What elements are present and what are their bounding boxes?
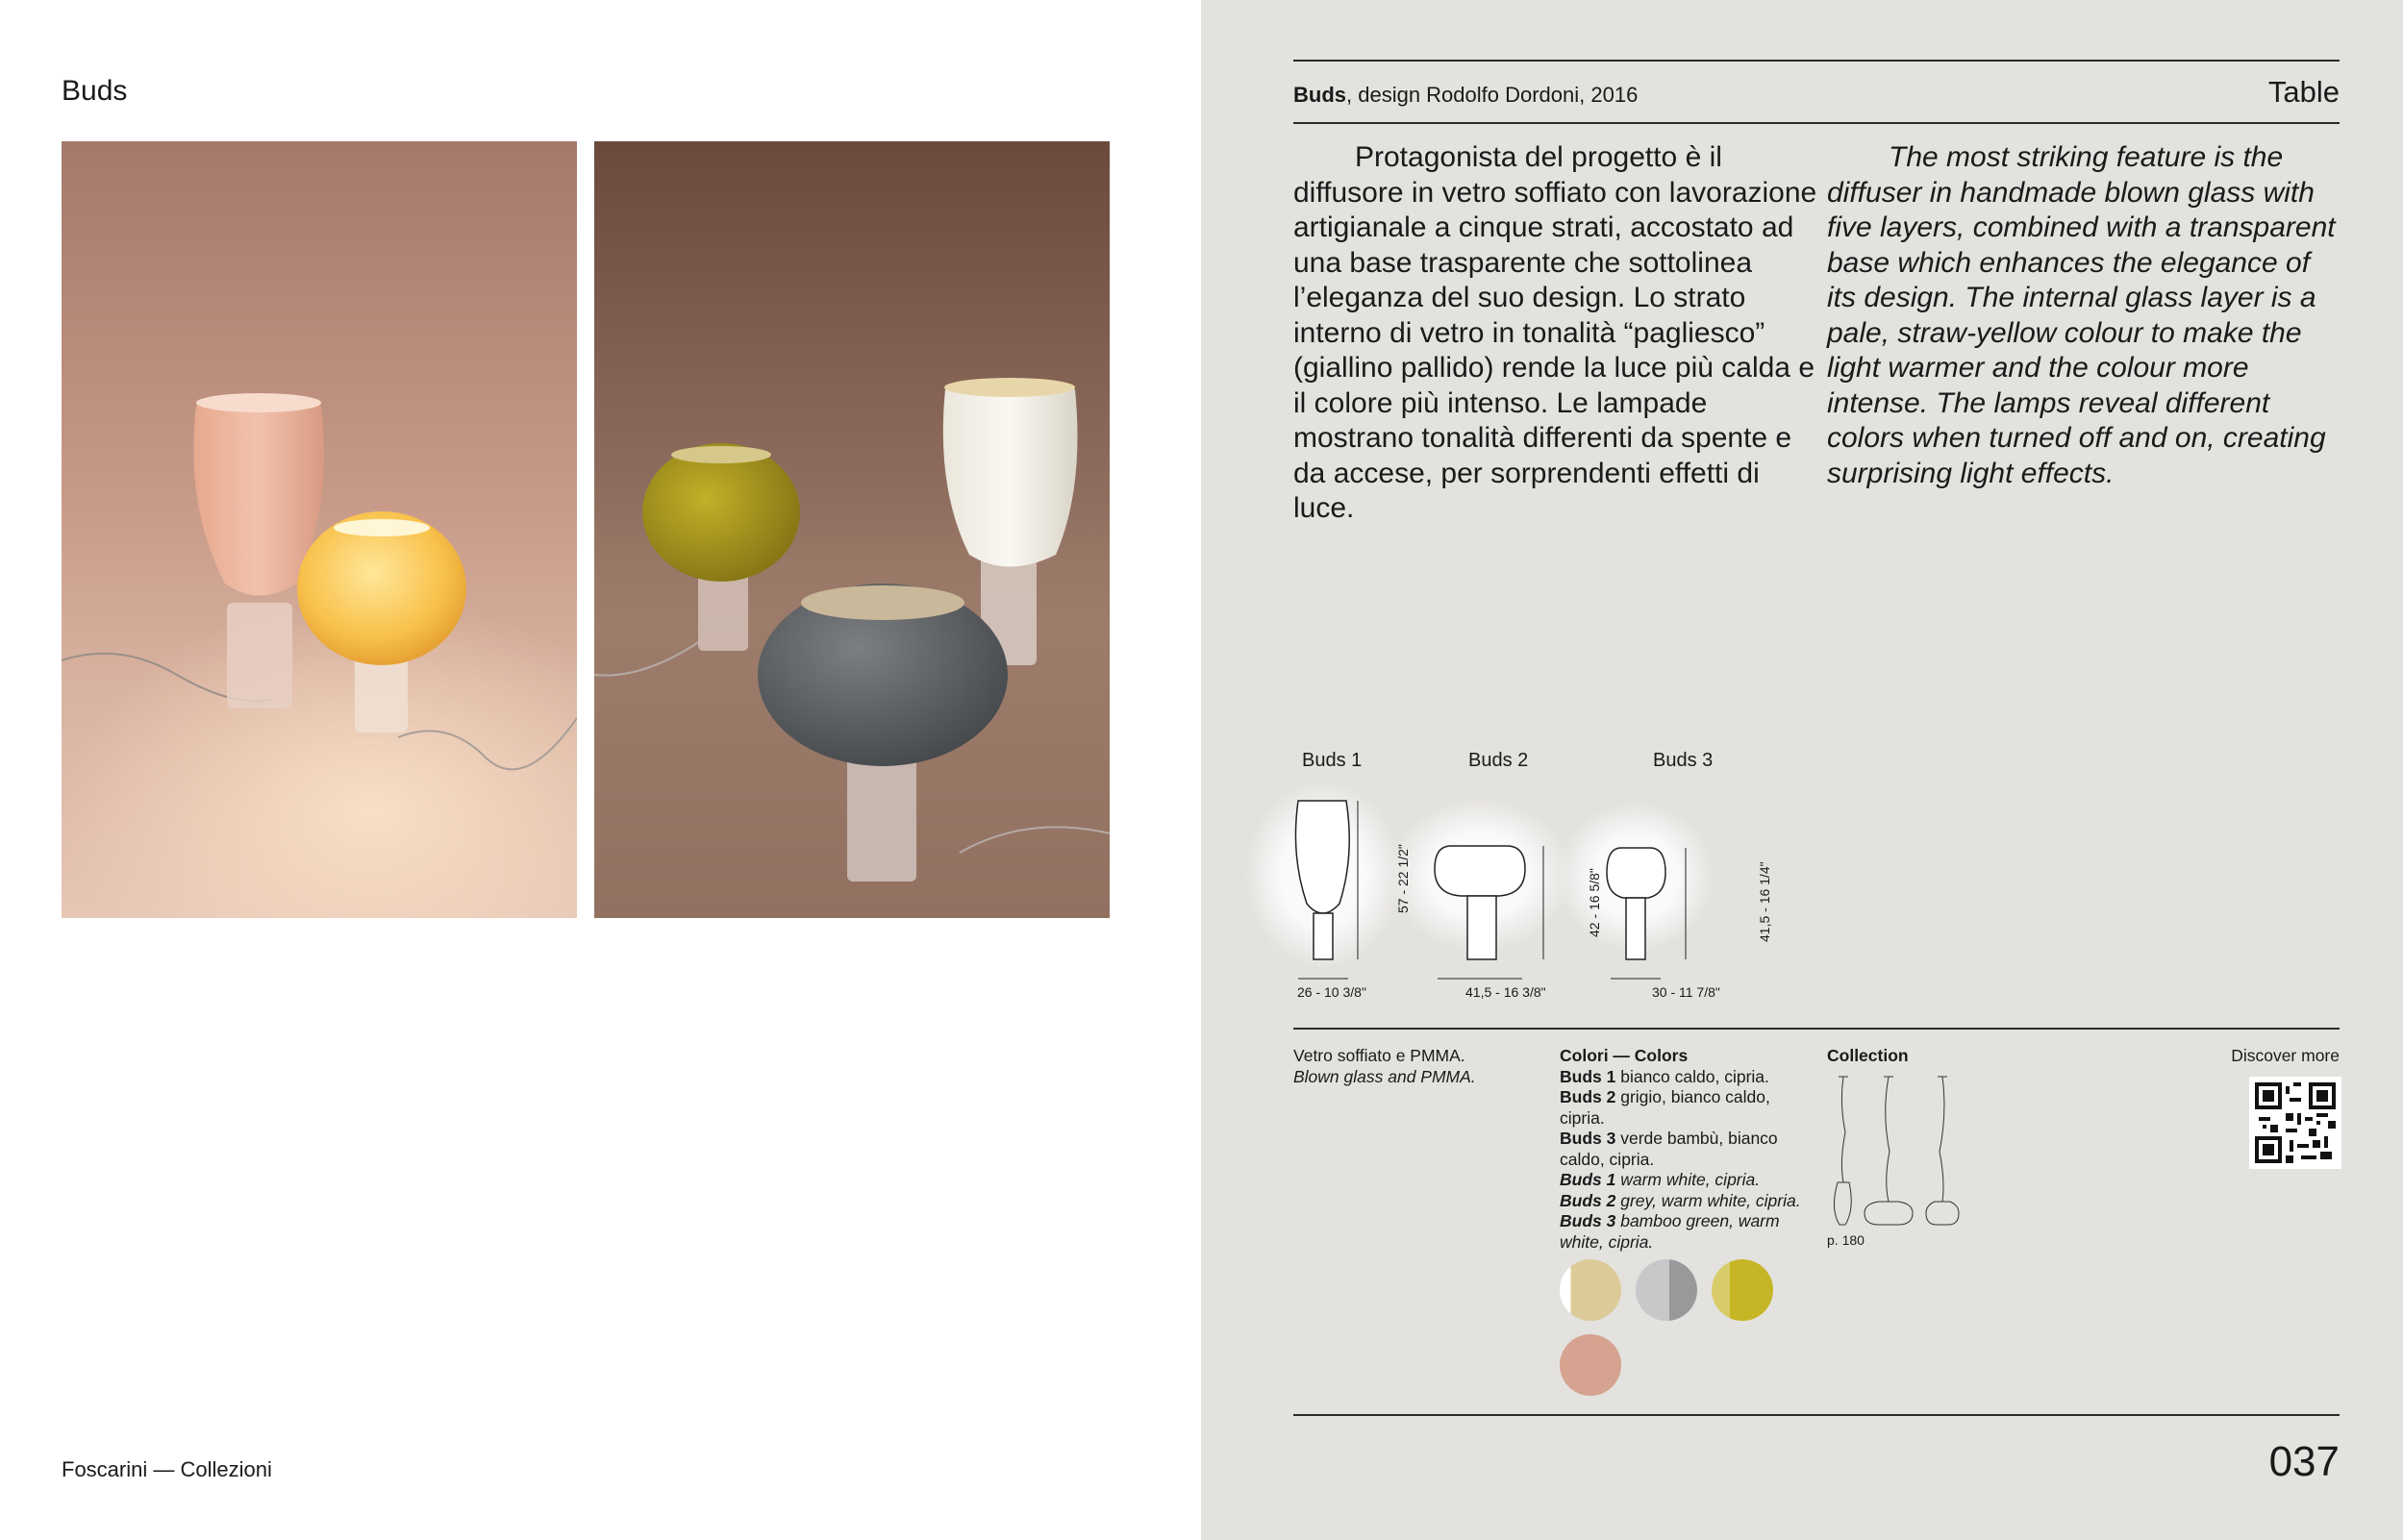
buds-lit-photo bbox=[62, 141, 577, 918]
width-dimension: 26 - 10 3/8" bbox=[1297, 984, 1366, 1000]
materials bbox=[1293, 1046, 1524, 1087]
designer-credit: , design Rodolfo Dordoni, 2016 bbox=[1346, 83, 1639, 107]
description-english: The most striking feature is the diffuser in handmade blown glass with five layers, combined with a transparent base which enhances the elegance of its design. The internal glass layer is a pale, straw-yellow colour to make the light warmer and the colour more intense. The lamps reveal different colors when turned off and on, creating surprising light effects. bbox=[1827, 141, 2336, 489]
colors-heading: Colori — Colors bbox=[1560, 1046, 1689, 1065]
collection-pendant-drawings bbox=[1826, 1075, 1970, 1229]
color-line bbox=[1560, 1087, 1819, 1129]
height-dimension: 57 - 22 1/2" bbox=[1395, 844, 1411, 913]
buds-colors-photo bbox=[594, 141, 1110, 918]
materials-english: Blown glass and PMMA. bbox=[1293, 1066, 1476, 1086]
width-dimension: 41,5 - 16 3/8" bbox=[1465, 984, 1546, 1000]
divider bbox=[1293, 1414, 2340, 1416]
color-swatch bbox=[1636, 1259, 1697, 1321]
color-line bbox=[1560, 1129, 1819, 1170]
right-page bbox=[1201, 0, 2403, 1540]
color-list: warm white, cipria. bbox=[1615, 1170, 1761, 1189]
color-list: bianco caldo, cipria. bbox=[1615, 1066, 1769, 1086]
width-dimension: 30 - 11 7/8" bbox=[1652, 984, 1720, 1000]
divider bbox=[1293, 1028, 2340, 1030]
qr-code[interactable] bbox=[2249, 1077, 2341, 1169]
color-list: verde bambù, bianco caldo, cipria. bbox=[1560, 1129, 1778, 1169]
qr-code-icon bbox=[2255, 1082, 2336, 1163]
materials-italian: Vetro soffiato e PMMA. bbox=[1293, 1046, 1465, 1065]
collection-page-ref: p. 180 bbox=[1827, 1232, 1865, 1248]
model-name: Buds 3 bbox=[1560, 1129, 1616, 1148]
lamp-outline-drawings bbox=[1239, 769, 1778, 1000]
page-title: Buds bbox=[62, 75, 128, 107]
model-label: Buds 2 bbox=[1468, 750, 1529, 771]
page-number: 037 bbox=[2268, 1438, 2340, 1485]
model-label: Buds 1 bbox=[1302, 750, 1363, 771]
photo-illustration bbox=[594, 141, 1110, 918]
footer-collection: Foscarini — Collezioni bbox=[62, 1457, 272, 1481]
color-list: bamboo green, warm white, cipria. bbox=[1560, 1211, 1780, 1252]
category-label: Table bbox=[2267, 75, 2340, 109]
model-name: Buds 2 bbox=[1560, 1087, 1616, 1106]
color-line bbox=[1560, 1170, 1819, 1191]
collection-heading: Collection bbox=[1827, 1046, 1909, 1065]
height-dimension: 42 - 16 5/8" bbox=[1587, 868, 1602, 937]
discover-more-label: Discover more bbox=[2231, 1046, 2340, 1065]
color-swatch bbox=[1560, 1334, 1621, 1396]
color-swatch bbox=[1712, 1259, 1773, 1321]
color-line bbox=[1560, 1067, 1819, 1088]
height-dimension: 41,5 - 16 1/4" bbox=[1757, 861, 1772, 942]
color-line bbox=[1560, 1211, 1819, 1253]
photo-illustration bbox=[62, 141, 577, 918]
colors-block bbox=[1560, 1046, 1819, 1253]
product-name: Buds bbox=[1293, 83, 1346, 107]
model-name: Buds 2 bbox=[1560, 1190, 1616, 1210]
color-line bbox=[1560, 1191, 1819, 1212]
color-list: grey, warm white, cipria. bbox=[1615, 1190, 1801, 1210]
divider bbox=[1293, 60, 2340, 62]
model-name: Buds 1 bbox=[1560, 1170, 1616, 1189]
model-label: Buds 3 bbox=[1653, 750, 1714, 771]
description-italian: Protagonista del progetto è il diffusore in vetro soffiato con lavorazione artigianale a cinque strati, accostato ad una base trasparente che sottolinea l’eleganza del suo design. Lo strato interno di vetro in tonalità “pagliesco” (giallino pallido) rende la luce più calda e il colore più intenso. Le lampade mostrano tonalità differenti da spente e da accese, per sorprendenti effetti di luce. bbox=[1293, 141, 1817, 524]
left-page bbox=[0, 0, 1201, 1540]
color-swatch bbox=[1560, 1259, 1621, 1321]
model-name: Buds 3 bbox=[1560, 1211, 1616, 1230]
model-name: Buds 1 bbox=[1560, 1066, 1616, 1086]
product-credit bbox=[1293, 83, 1638, 108]
divider bbox=[1293, 122, 2340, 124]
color-list: grigio, bianco caldo, cipria. bbox=[1560, 1087, 1770, 1128]
